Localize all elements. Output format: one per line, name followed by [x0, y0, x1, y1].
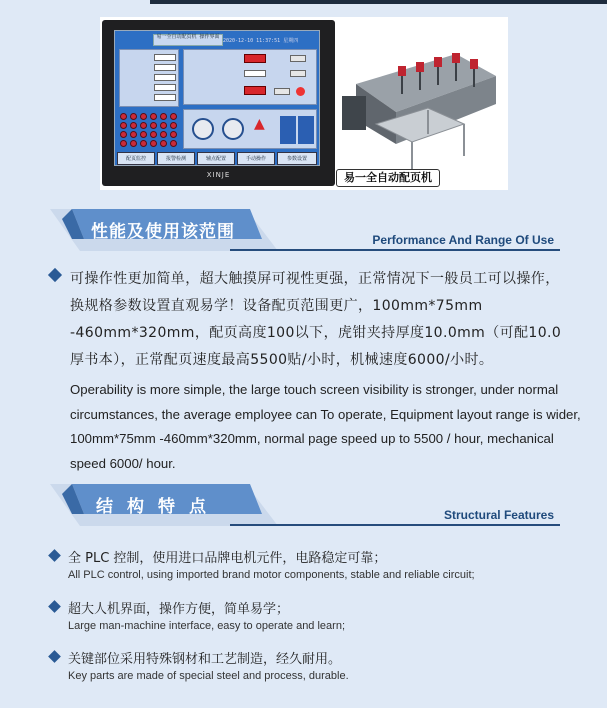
performance-text-en: Operability is more simple, the large touch screen visibility is stronger, under normal circumstances, the average employee can To operate, Equipment layout range is wider, 100mm*75mm -460mm*320mm, normal page speed up to 5500 / hour, mechanical speed 6000/ hour.: [70, 382, 581, 471]
diamond-bullet-icon: [48, 600, 61, 613]
section-header-performance: [50, 209, 560, 251]
hmi-control-panel: ▲: [183, 109, 317, 149]
section-header-structural: [50, 484, 560, 526]
section-title-structural: 结构特点: [96, 497, 220, 517]
feature-text-zh: 超大人机界面，操作方便，简单易学；: [68, 602, 290, 617]
section-title-performance-en: Performance And Range Of Use: [372, 233, 554, 247]
hmi-tab-3: 辅点配置: [197, 152, 235, 165]
diamond-bullet-icon: [48, 650, 61, 663]
hmi-tab-5: 参数设置: [277, 152, 317, 165]
performance-text-zh: 可操作性更加简单，超大触摸屏可视性更强，正常情况下一般员工可以操作，换规格参数设置直观易学！设备配页范围更广，100mm*75mm -460mm*320mm，配页高度100以下，虎钳夹持厚度10.0mm（可配10.0厚书本），正常配页速度最高5500贴/小时，机械速度6000/小时。: [70, 271, 562, 368]
section-underline: [230, 524, 560, 526]
hmi-tab-4: 手动操作: [237, 152, 275, 165]
hmi-brand-logo: XINJE: [206, 171, 231, 179]
hmi-tab-1: 配页监控: [117, 152, 155, 165]
feature-text-zh: 关键部位采用特殊钢材和工艺制造，经久耐用。: [68, 652, 342, 667]
diamond-bullet-icon: [48, 549, 61, 562]
hmi-screen-clock: 2020-12-10 11:37:51 星期四: [223, 38, 299, 44]
feature-text-en: All PLC control, using imported brand motor components, stable and reliable circuit;: [68, 569, 475, 581]
feature-text-zh: 全 PLC 控制，使用进口品牌电机元件，电路稳定可靠；: [68, 551, 387, 566]
diamond-bullet-icon: [48, 268, 62, 282]
machine-caption: 易一全自动配页机: [336, 169, 440, 187]
hmi-screen: [114, 30, 320, 166]
hmi-station-indicators: [120, 113, 178, 147]
hmi-tab-2: 报警检测: [157, 152, 195, 165]
hmi-param-panel: [119, 49, 179, 107]
hmi-status-panel: [183, 49, 317, 105]
collating-machine-photo: [336, 24, 504, 187]
feature-text-en: Key parts are made of special steel and process, durable.: [68, 670, 349, 682]
hmi-touch-panel-photo: [102, 20, 335, 186]
feature-text-en: Large man-machine interface, easy to operate and learn;: [68, 620, 345, 632]
section-title-structural-en: Structural Features: [443, 508, 554, 522]
hmi-screen-title: 易一全自动配页机 操作界面: [153, 34, 223, 46]
section-title-performance: 性能及使用该范围: [91, 222, 235, 242]
section-underline: [230, 249, 560, 251]
top-divider-strip: [150, 0, 607, 4]
